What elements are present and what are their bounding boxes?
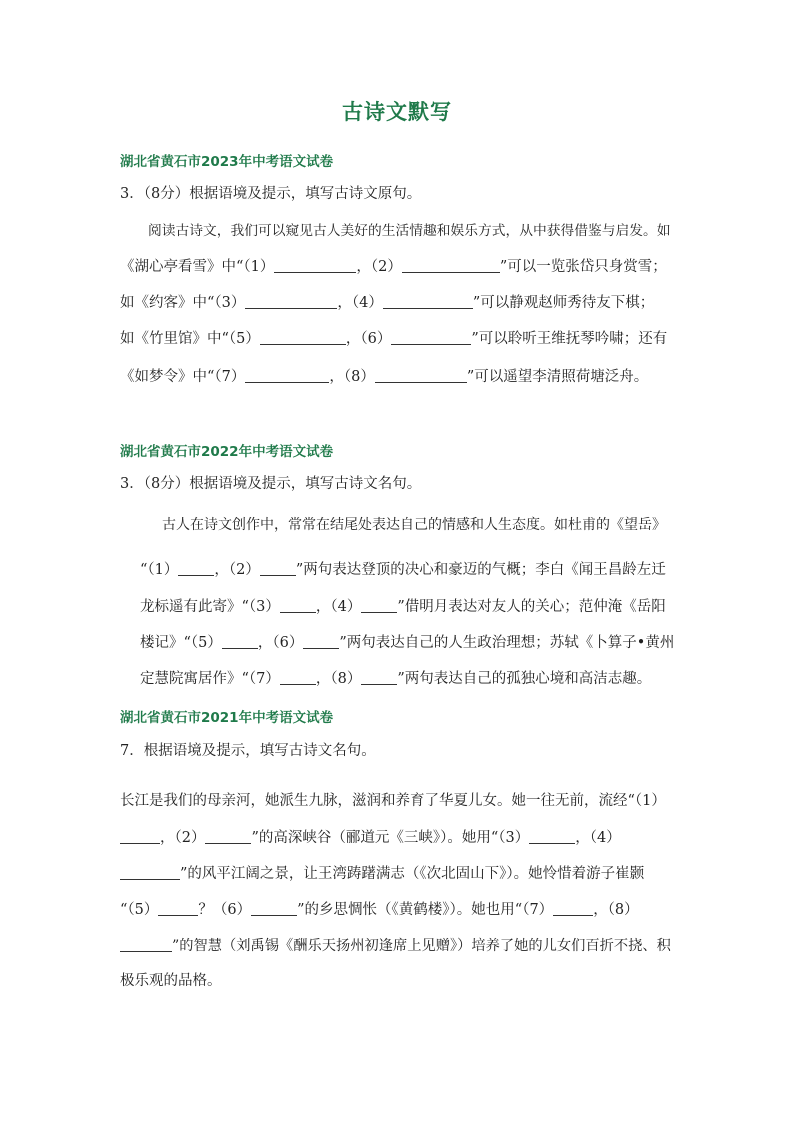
passage-line: “（5） ？（6） ”的乡思惆怅（《黄鹤楼》）。她也用“（7） ，（8） <box>120 902 639 918</box>
blank-2[interactable] <box>260 561 296 576</box>
blank-2[interactable] <box>205 829 251 844</box>
question-2022: 3．（8分）根据语境及提示，填写古诗文名句。 <box>120 476 422 492</box>
question-2023: 3．（8分）根据语境及提示，填写古诗文原句。 <box>120 186 422 202</box>
passage-line: “（1） ，（2） ”两句表达登顶的决心和豪迈的气概；李白《闻王昌龄左迁 <box>140 562 666 578</box>
blank-6[interactable] <box>251 901 297 916</box>
blank-4[interactable] <box>383 294 473 309</box>
passage-line: 《如梦令》中“（7） ，（8） ”可以遥望李清照荷塘泛舟。 <box>120 369 649 385</box>
blank-1[interactable] <box>120 829 160 844</box>
blank-8[interactable] <box>120 937 172 952</box>
blank-7[interactable] <box>245 368 329 383</box>
blank-3[interactable] <box>529 829 575 844</box>
blank-5[interactable] <box>158 901 198 916</box>
section-heading-2023: 湖北省黄石市2023年中考语文试卷 <box>120 154 334 170</box>
blank-7[interactable] <box>553 901 593 916</box>
blank-7[interactable] <box>280 670 316 685</box>
blank-1[interactable] <box>274 258 356 273</box>
section-heading-2022: 湖北省黄石市2022年中考语文试卷 <box>120 444 334 460</box>
passage-line: 长江是我们的母亲河，她派生九脉，滋润和养育了华夏儿女。她一往无前，流经“（1） <box>120 793 666 809</box>
passage-line: 龙标遥有此寄》“（3） ，（4） ”借明月表达对友人的关心；范仲淹《岳阳 <box>140 599 666 615</box>
passage-line: 定慧院寓居作》“（7） ，（8） ”两句表达自己的孤独心境和高洁志趣。 <box>140 671 652 687</box>
blank-2[interactable] <box>402 258 500 273</box>
blank-1[interactable] <box>178 561 214 576</box>
passage-line: 极乐观的品格。 <box>120 973 222 989</box>
blank-6[interactable] <box>391 330 471 345</box>
blank-5[interactable] <box>222 634 258 649</box>
passage-line: 古人在诗文创作中，常常在结尾处表达自己的情感和人生态度。如杜甫的《望岳》 <box>162 517 666 533</box>
passage-line: 如《竹里馆》中“（5） ，（6） ”可以聆听王维抚琴吟啸；还有 <box>120 331 668 347</box>
blank-3[interactable] <box>280 598 316 613</box>
blank-8[interactable] <box>375 368 467 383</box>
blank-3[interactable] <box>245 294 337 309</box>
blank-6[interactable] <box>303 634 339 649</box>
passage-line: 楼记》“（5） ，（6） ”两句表达自己的人生政治理想；苏轼《卜算子•黄州 <box>140 635 675 651</box>
question-2021: 7．根据语境及提示，填写古诗文名句。 <box>120 743 376 759</box>
blank-8[interactable] <box>361 670 397 685</box>
section-heading-2021: 湖北省黄石市2021年中考语文试卷 <box>120 710 334 726</box>
passage-line: 如《约客》中“（3） ，（4） ”可以静观赵师秀待友下棋； <box>120 295 655 311</box>
blank-4[interactable] <box>120 865 180 880</box>
passage-line: ”的智慧（刘禹锡《酬乐天扬州初逢席上见赠》）培养了她的儿女们百折不挠、积 <box>120 936 671 956</box>
passage-line: ，（2） ”的高深峡谷（郦道元《三峡》）。她用“（3） ，（4） <box>120 828 621 848</box>
blank-5[interactable] <box>260 330 346 345</box>
passage-line: 阅读古诗文，我们可以窥见古人美好的生活情趣和娱乐方式，从中获得借鉴与启发。如 <box>148 223 671 239</box>
passage-line: ”的风平江阔之景，让王湾踌躇满志（《次北固山下》）。她怜惜着游子崔颢 <box>120 864 644 884</box>
passage-line: 《湖心亭看雪》中“（1） ，（2） ”可以一览张岱只身赏雪； <box>120 259 667 275</box>
page-title: 古诗文默写 <box>342 99 452 124</box>
blank-4[interactable] <box>361 598 397 613</box>
